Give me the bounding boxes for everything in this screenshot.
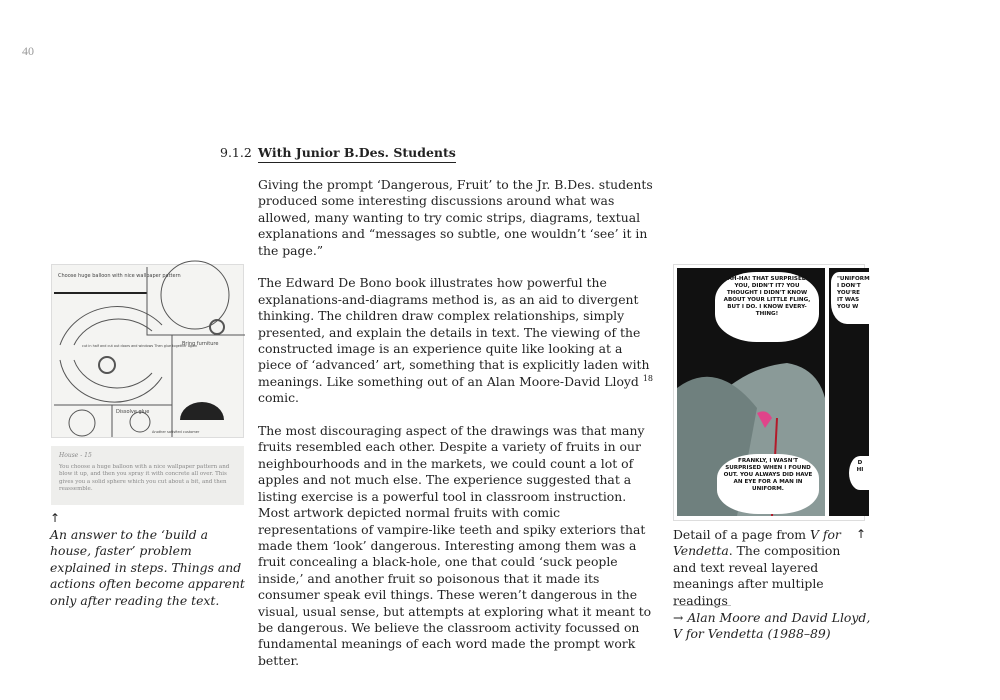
house-drawing-image — [51, 264, 244, 438]
page-number: 40 — [22, 44, 34, 58]
section-number: 9.1.2 — [220, 145, 252, 160]
speech-bubble-3: "UNIFORM I DON'T YOU'RE IT WAS YOU W — [831, 272, 871, 324]
comic-panel-2 — [829, 268, 869, 516]
caption-book-title: V for Vendetta — [673, 527, 841, 559]
arrow-up-icon: ↑ — [50, 511, 61, 525]
speech-bubble-4: D HI — [849, 456, 871, 490]
right-figure-caption — [673, 527, 858, 609]
drawing-step-2: cut in half and cut out doors and windows Then glue together again — [82, 344, 198, 348]
footnote-ref[interactable]: 18 — [642, 373, 653, 383]
drawing-step-3: Dissolve glue — [116, 409, 150, 415]
drawing-step-5: Another satisfied customer — [152, 430, 200, 434]
speech-bubble-2: FRANKLY, I WASN'T SURPRISED WHEN I FOUND OUT. YOU ALWAYS DID HAVE AN EYE FOR A MAN IN UNIFORM. — [717, 454, 819, 514]
body-text — [258, 177, 654, 686]
left-figure-caption: An answer to the ‘build a house, faster’ problem explained in steps. Things and actions often become apparent only after reading the text. — [50, 527, 245, 608]
drawing-step-4: Bring furniture — [182, 341, 219, 347]
house-text: You choose a huge balloon with a nice wallpaper pattern and blow it up, and then you spray it with concrete all over. This gives you a solid sphere which you cut about a bit, and then reassemble. — [59, 463, 230, 492]
image-credit: → Alan Moore and David Lloyd, V for Vendetta (1988–89) — [673, 610, 871, 642]
caption-text-end: . The composition and text reveal layered meanings after multiple readings — [673, 543, 841, 608]
drawing-step-1: Choose huge balloon with nice wallpaper pattern — [58, 273, 181, 279]
comic-panel-1 — [677, 268, 825, 516]
paragraph-2 — [258, 275, 654, 406]
section-title: With Junior B.Des. Students — [258, 145, 456, 163]
caption-text: Detail of a page from — [673, 527, 810, 542]
house-title: House - 15 — [59, 452, 92, 459]
paragraph-2-end: comic. — [258, 390, 299, 406]
v-for-vendetta-comic-image — [673, 264, 870, 521]
paragraph-2-text: The Edward De Bono book illustrates how powerful the explanations-and-diagrams method is, as an aid to divergent thinking. The children draw complex relationships, simply presented, and explain the details in text. The viewing of the constructed image is an experience quite like looking at a piece of ‘advanced’ art, something that is explicitly laden with meanings. Like something out of an Alan Moore-David Lloyd — [258, 275, 650, 389]
house-text-image — [51, 446, 244, 505]
arrow-up-icon: ↑ — [856, 527, 867, 541]
divider — [673, 605, 731, 606]
speech-bubble-1: AH-HA! THAT SURPRISED YOU, DIDN'T IT? YOU THOUGHT I DIDN'T KNOW ABOUT YOUR LITTLE FLING, BUT I DO. I KNOW EVERY-THING! — [715, 272, 819, 342]
paragraph-3: The most discouraging aspect of the drawings was that many fruits resembled each other. Despite a variety of fruits in our neighbourhoods and in the markets, we could count a lot of apples and not much else. The experience suggested that a listing exercise is a powerful tool in classroom instruction. Most artwork depicted normal fruits with comic representations of vampire-like teeth and spiky exteriors that made them ‘look’ dangerous. Interesting among them was a fruit concealing a black-hole, one that could ‘suck people inside,’ and another fruit so poisonous that it made its consumer speak evil things. These weren’t dangerous in the visual, usual sense, but attempts at exploring what it meant to be dangerous. We believe the classroom activity focussed on fundamental meanings of each word made the prompt work better. — [258, 423, 652, 668]
paragraph-1: Giving the prompt ‘Dangerous, Fruit’ to the Jr. B.Des. students produced some interesting discussions around what was allowed, many wanting to try comic strips, diagrams, textual explanations and “messages so subtle, one wouldn’t ‘see’ it in the page.” — [258, 177, 653, 258]
